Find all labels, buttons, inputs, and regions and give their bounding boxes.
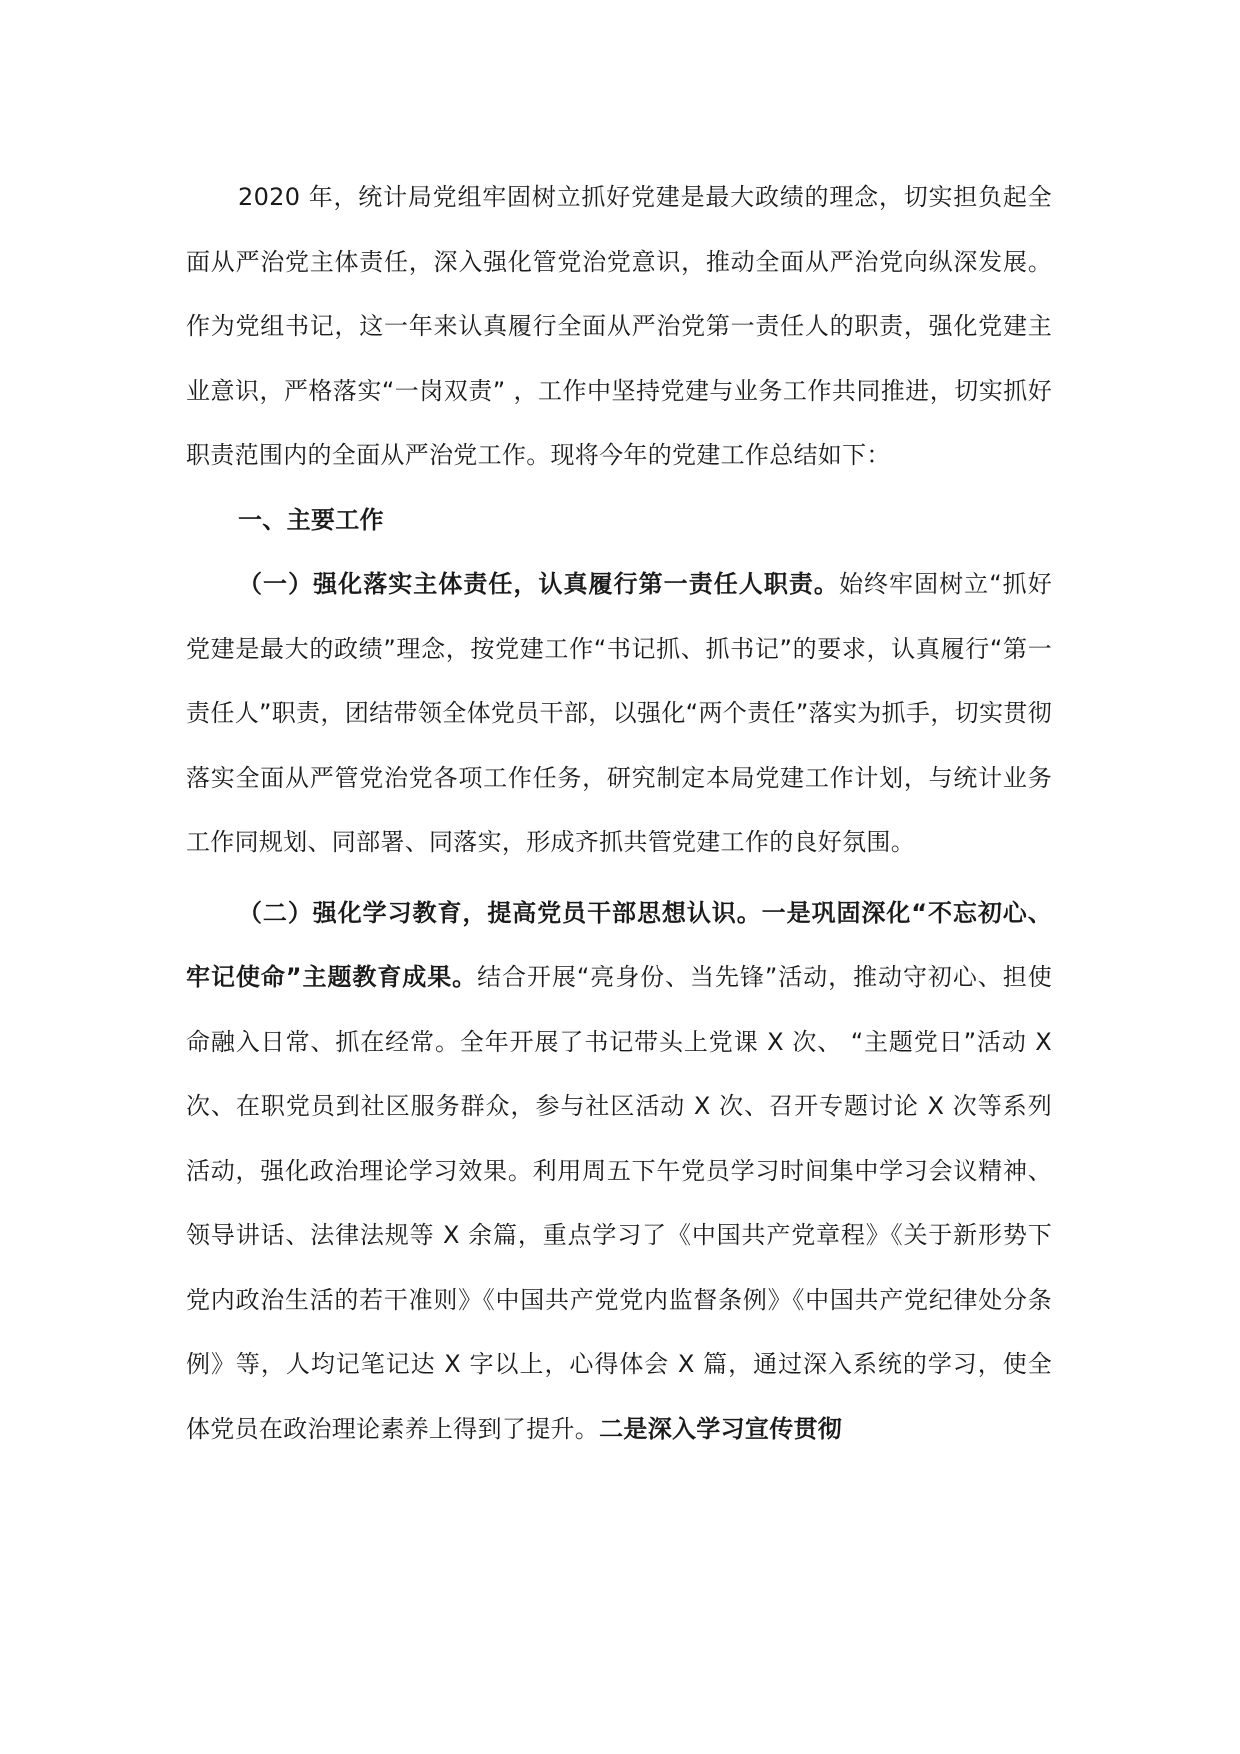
subheading-study-education: （二）强化学习教育，提高党员干部思想认识。一是巩固深化“不忘初心、牢记使命”主题教育成果。: [186, 898, 1052, 991]
paragraph-subject-responsibility: [186, 552, 1052, 875]
paragraph-study-education-text: 结合开展“亮身份、当先锋”活动，推动守初心、担使命融入日常、抓在经常。全年开展了书记带头上党课 X 次、 “主题党日”活动 X 次、在职党员到社区服务群众，参与社区活动 X 次、召开专题讨论 X 次等系列活动，强化政治理论学习效果。利用周五下午党员学习时间集中学习会议精神、领导讲话、法律法规等 X 余篇，重点学习了《中国共产党章程》《关于新形势下党内政治生活的若干准则》《中国共产党党内监督条例》《中国共产党纪律处分条例》等，人均记笔记达 X 字以上，心得体会 X 篇，通过深入系统的学习，使全体党员在政治理论素养上得到了提升。: [186, 963, 1052, 1443]
document-body: [186, 165, 1052, 1461]
paragraph-subject-responsibility-text: 始终牢固树立“抓好党建是最大的政绩”理念，按党建工作“书记抓、抓书记”的要求，认真履行“第一责任人”职责，团结带领全体党员干部，以强化“两个责任”落实为抓手，切实贯彻落实全面从严管党治党各项工作任务，研究制定本局党建工作计划，与统计业务工作同规划、同部署、同落实，形成齐抓共管党建工作的良好氛围。: [186, 570, 1053, 856]
intro-paragraph: 2020 年，统计局党组牢固树立抓好党建是最大政绩的理念，切实担负起全面从严治党主体责任，深入强化管党治党意识，推动全面从严治党向纵深发展。作为党组书记，这一年来认真履行全面从严治党第一责任人的职责，强化党建主业意识，严格落实“一岗双责” ，工作中坚持党建与业务工作共同推进，切实抓好职责范围内的全面从严治党工作。现将今年的党建工作总结如下：: [186, 183, 1052, 469]
section-heading-main-work: 一、主要工作: [238, 505, 384, 534]
paragraph-study-education: [186, 881, 1052, 1462]
subheading-study-education-continued: 二是深入学习宣传贯彻: [599, 1414, 843, 1443]
subheading-subject-responsibility: （一）强化落实主体责任，认真履行第一责任人职责。: [238, 570, 839, 598]
